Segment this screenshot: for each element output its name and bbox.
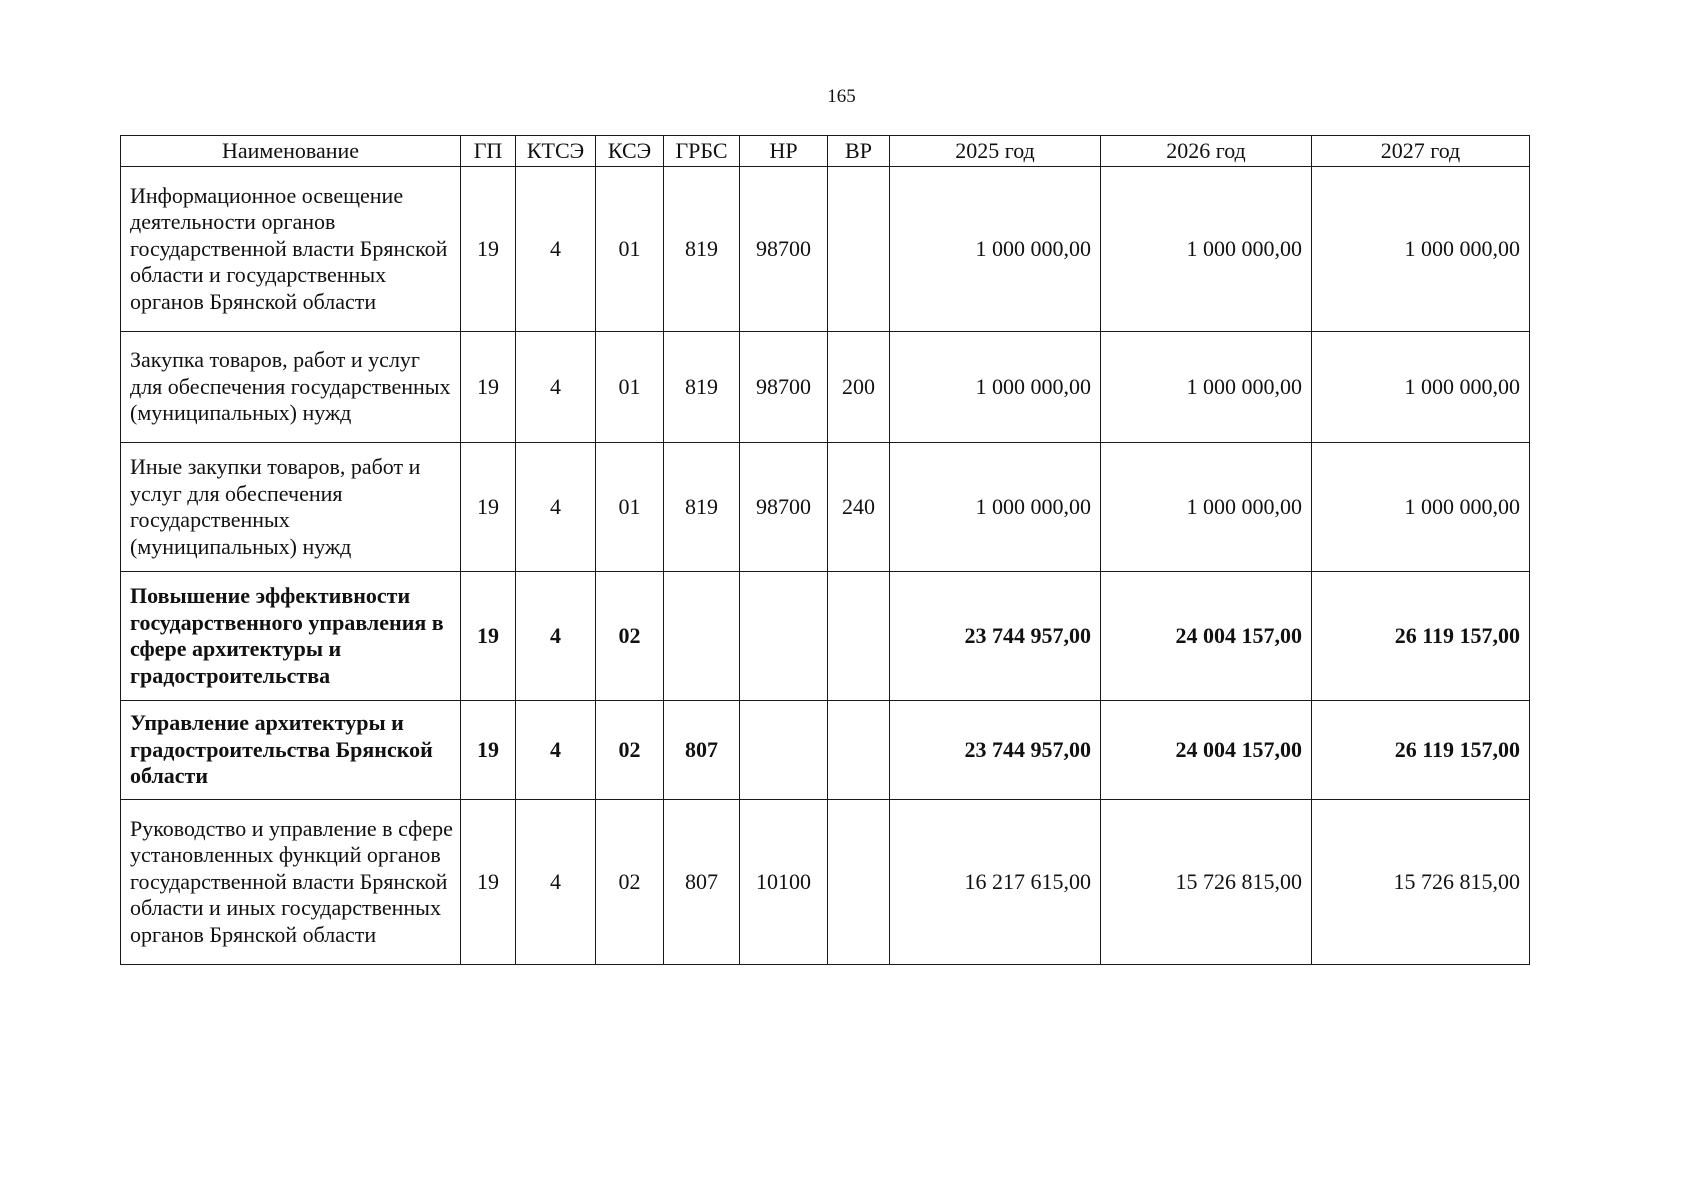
row-gp: 19 xyxy=(461,443,516,572)
row-grbs: 807 xyxy=(664,800,740,965)
row-gp: 19 xyxy=(461,800,516,965)
header-nr: НР xyxy=(740,136,828,167)
row-amount-2026: 1 000 000,00 xyxy=(1101,443,1312,572)
table-row xyxy=(121,167,1530,332)
row-amount-2027: 1 000 000,00 xyxy=(1312,332,1530,443)
row-vr xyxy=(828,572,890,701)
row-amount-2025: 1 000 000,00 xyxy=(890,443,1101,572)
row-grbs: 819 xyxy=(664,167,740,332)
row-vr xyxy=(828,701,890,800)
row-kse: 01 xyxy=(596,443,664,572)
row-ktse: 4 xyxy=(516,167,596,332)
row-amount-2025: 23 744 957,00 xyxy=(890,572,1101,701)
row-nr: 10100 xyxy=(740,800,828,965)
row-name: Повышение эффективности государственного управления в сфере архитектуры и градостроительства xyxy=(121,572,461,701)
row-nr xyxy=(740,701,828,800)
row-kse: 02 xyxy=(596,572,664,701)
row-grbs: 819 xyxy=(664,332,740,443)
row-amount-2025: 1 000 000,00 xyxy=(890,332,1101,443)
table-row xyxy=(121,332,1530,443)
row-name: Руководство и управление в сфере установленных функций органов государственной власти Брянской области и иных государственных органов Брянской области xyxy=(121,800,461,965)
row-amount-2025: 16 217 615,00 xyxy=(890,800,1101,965)
row-ktse: 4 xyxy=(516,800,596,965)
header-2025: 2025 год xyxy=(890,136,1101,167)
row-gp: 19 xyxy=(461,167,516,332)
row-amount-2026: 1 000 000,00 xyxy=(1101,332,1312,443)
row-grbs: 819 xyxy=(664,443,740,572)
row-kse: 01 xyxy=(596,167,664,332)
header-ktse: КТСЭ xyxy=(516,136,596,167)
row-amount-2026: 24 004 157,00 xyxy=(1101,572,1312,701)
row-amount-2025: 1 000 000,00 xyxy=(890,167,1101,332)
row-ktse: 4 xyxy=(516,332,596,443)
row-grbs: 807 xyxy=(664,701,740,800)
row-gp: 19 xyxy=(461,701,516,800)
page-number: 165 xyxy=(827,86,856,107)
table-row xyxy=(121,800,1530,965)
row-ktse: 4 xyxy=(516,572,596,701)
row-ktse: 4 xyxy=(516,701,596,800)
row-amount-2027: 1 000 000,00 xyxy=(1312,443,1530,572)
row-nr: 98700 xyxy=(740,443,828,572)
row-name: Информационное освещение деятельности органов государственной власти Брянской области и государственных органов Брянской области xyxy=(121,167,461,332)
row-name: Управление архитектуры и градостроительства Брянской области xyxy=(121,701,461,800)
row-name: Закупка товаров, работ и услуг для обеспечения государственных (муниципальных) нужд xyxy=(121,332,461,443)
row-grbs xyxy=(664,572,740,701)
row-amount-2027: 15 726 815,00 xyxy=(1312,800,1530,965)
table-row xyxy=(121,572,1530,701)
row-amount-2027: 26 119 157,00 xyxy=(1312,572,1530,701)
header-2026: 2026 год xyxy=(1101,136,1312,167)
table-header-row xyxy=(121,136,1530,167)
row-name: Иные закупки товаров, работ и услуг для обеспечения государственных (муниципальных) нужд xyxy=(121,443,461,572)
header-name: Наименование xyxy=(121,136,461,167)
row-kse: 01 xyxy=(596,332,664,443)
row-amount-2026: 15 726 815,00 xyxy=(1101,800,1312,965)
row-vr xyxy=(828,800,890,965)
table-row xyxy=(121,443,1530,572)
row-amount-2027: 26 119 157,00 xyxy=(1312,701,1530,800)
row-gp: 19 xyxy=(461,332,516,443)
row-vr: 200 xyxy=(828,332,890,443)
row-gp: 19 xyxy=(461,572,516,701)
row-vr: 240 xyxy=(828,443,890,572)
row-vr xyxy=(828,167,890,332)
row-amount-2026: 24 004 157,00 xyxy=(1101,701,1312,800)
row-amount-2027: 1 000 000,00 xyxy=(1312,167,1530,332)
header-grbs: ГРБС xyxy=(664,136,740,167)
table-row xyxy=(121,701,1530,800)
header-vr: ВР xyxy=(828,136,890,167)
row-ktse: 4 xyxy=(516,443,596,572)
header-2027: 2027 год xyxy=(1312,136,1530,167)
budget-table xyxy=(120,135,1530,965)
row-nr: 98700 xyxy=(740,167,828,332)
row-kse: 02 xyxy=(596,701,664,800)
row-nr: 98700 xyxy=(740,332,828,443)
header-kse: КСЭ xyxy=(596,136,664,167)
row-nr xyxy=(740,572,828,701)
row-kse: 02 xyxy=(596,800,664,965)
row-amount-2026: 1 000 000,00 xyxy=(1101,167,1312,332)
row-amount-2025: 23 744 957,00 xyxy=(890,701,1101,800)
header-gp: ГП xyxy=(461,136,516,167)
